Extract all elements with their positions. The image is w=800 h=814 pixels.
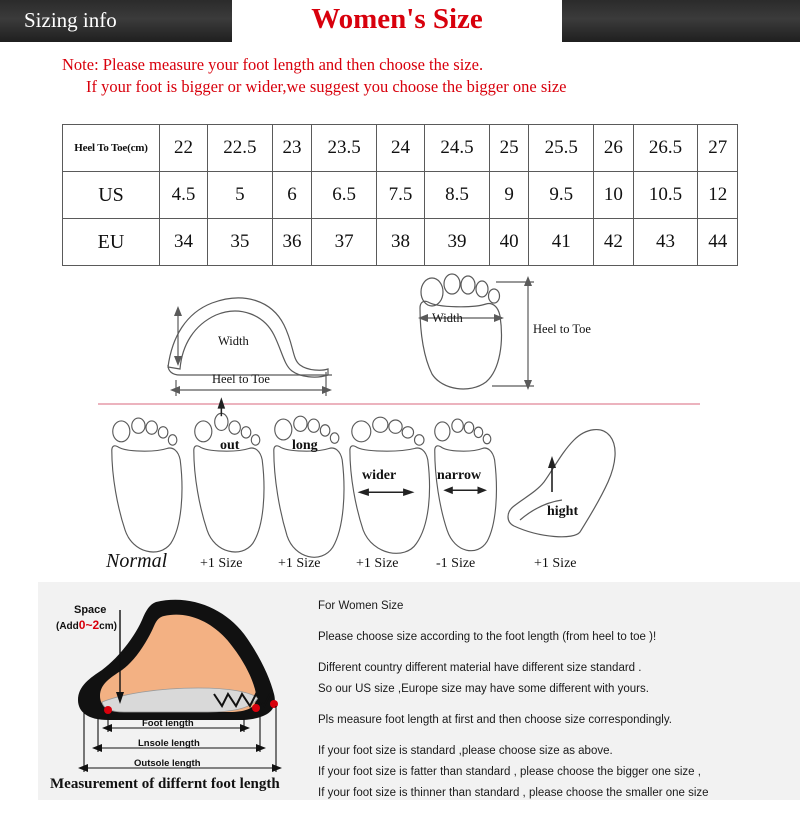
cell: 37 bbox=[312, 219, 377, 266]
cell: 26 bbox=[594, 125, 633, 172]
guidance-p0: For Women Size bbox=[318, 600, 404, 612]
size-table bbox=[62, 124, 738, 266]
note-line-2: If your foot is bigger or wider,we suggest you choose the bigger one size bbox=[86, 77, 567, 96]
measure-note bbox=[62, 54, 742, 98]
guidance-p4 bbox=[318, 741, 798, 804]
side-heel-to-toe-label: Heel to Toe bbox=[212, 372, 270, 386]
cell: 25.5 bbox=[529, 125, 594, 172]
cell: 41 bbox=[529, 219, 594, 266]
measurement-panel bbox=[38, 582, 800, 800]
cell: 5 bbox=[207, 172, 272, 219]
table-row bbox=[63, 125, 738, 172]
space-add-prefix: (Add bbox=[56, 621, 79, 632]
cell: 4.5 bbox=[160, 172, 208, 219]
page-title: Women's Size bbox=[311, 3, 483, 35]
guidance-p4c: If your foot size is thinner than standard , please choose the smaller one size bbox=[318, 787, 709, 799]
size-label-3: +1 Size bbox=[278, 556, 321, 571]
row-label-eu: EU bbox=[63, 219, 160, 266]
guidance-p3: Pls measure foot length at first and then choose size correspondingly. bbox=[318, 714, 672, 726]
foot-diagram-area bbox=[0, 272, 800, 582]
cell: 24 bbox=[377, 125, 425, 172]
cell: 22.5 bbox=[207, 125, 272, 172]
measurement-caption: Measurement of differnt foot length bbox=[50, 776, 280, 792]
size-label-6: +1 Size bbox=[534, 556, 577, 571]
cell: 24.5 bbox=[424, 125, 489, 172]
cell: 7.5 bbox=[377, 172, 425, 219]
space-label: Space bbox=[74, 604, 107, 616]
cell: 6 bbox=[272, 172, 311, 219]
size-label-normal: Normal bbox=[106, 550, 168, 572]
cell: 43 bbox=[633, 219, 698, 266]
size-guidance-text bbox=[318, 596, 798, 814]
insole-length-label: Lnsole length bbox=[138, 738, 200, 749]
cell: 8.5 bbox=[424, 172, 489, 219]
guidance-p1: Please choose size according to the foot length (from heel to toe )! bbox=[318, 631, 657, 643]
size-label-5: -1 Size bbox=[436, 556, 476, 571]
cell: 36 bbox=[272, 219, 311, 266]
footprint-label-narrow: narrow bbox=[437, 468, 482, 483]
cell: 25 bbox=[489, 125, 528, 172]
row-label-us: US bbox=[63, 172, 160, 219]
foot-diagram-svg bbox=[0, 272, 800, 582]
sizing-info-label: Sizing info bbox=[24, 8, 117, 32]
footprint-label-long: long bbox=[292, 438, 318, 453]
space-add-suffix: cm) bbox=[99, 621, 117, 632]
guidance-p4b: If your foot size is fatter than standard , please choose the bigger one size , bbox=[318, 766, 701, 778]
cell: 23.5 bbox=[312, 125, 377, 172]
footprint-label-wider: wider bbox=[362, 468, 397, 483]
cell: 6.5 bbox=[312, 172, 377, 219]
size-label-4: +1 Size bbox=[356, 556, 399, 571]
table-row bbox=[63, 219, 738, 266]
cell: 27 bbox=[698, 125, 738, 172]
cell: 10.5 bbox=[633, 172, 698, 219]
side-width-label: Width bbox=[218, 334, 249, 348]
cell: 26.5 bbox=[633, 125, 698, 172]
cell: 9 bbox=[489, 172, 528, 219]
top-heel-to-toe-label: Heel to Toe bbox=[533, 322, 591, 336]
table-row bbox=[63, 172, 738, 219]
cell: 12 bbox=[698, 172, 738, 219]
cell: 10 bbox=[594, 172, 633, 219]
top-width-label: Width bbox=[432, 311, 463, 325]
footprint-label-out: out bbox=[220, 438, 240, 453]
cell: 22 bbox=[160, 125, 208, 172]
outsole-length-label: Outsole length bbox=[134, 758, 201, 769]
cell: 34 bbox=[160, 219, 208, 266]
footprint-label-hight: hight bbox=[547, 504, 579, 519]
cell: 44 bbox=[698, 219, 738, 266]
cell: 39 bbox=[424, 219, 489, 266]
cell: 9.5 bbox=[529, 172, 594, 219]
cell: 42 bbox=[594, 219, 633, 266]
header-bar bbox=[0, 0, 800, 42]
row-label-heel-to-toe: Heel To Toe(cm) bbox=[63, 125, 160, 172]
guidance-p2 bbox=[318, 658, 798, 700]
cell: 40 bbox=[489, 219, 528, 266]
size-label-2: +1 Size bbox=[200, 556, 243, 571]
space-add-label bbox=[56, 618, 117, 632]
cell: 23 bbox=[272, 125, 311, 172]
guidance-p2a: Different country different material have different size standard . bbox=[318, 662, 642, 674]
foot-length-label: Foot length bbox=[142, 718, 194, 729]
cell: 35 bbox=[207, 219, 272, 266]
space-add-value: 0~2 bbox=[78, 618, 100, 632]
cell: 38 bbox=[377, 219, 425, 266]
title-band bbox=[232, 0, 562, 42]
note-line-1: Note: Please measure your foot length and then choose the size. bbox=[62, 55, 484, 74]
guidance-p2b: So our US size ,Europe size may have some different with yours. bbox=[318, 683, 649, 695]
guidance-p4a: If your foot size is standard ,please choose size as above. bbox=[318, 745, 613, 757]
